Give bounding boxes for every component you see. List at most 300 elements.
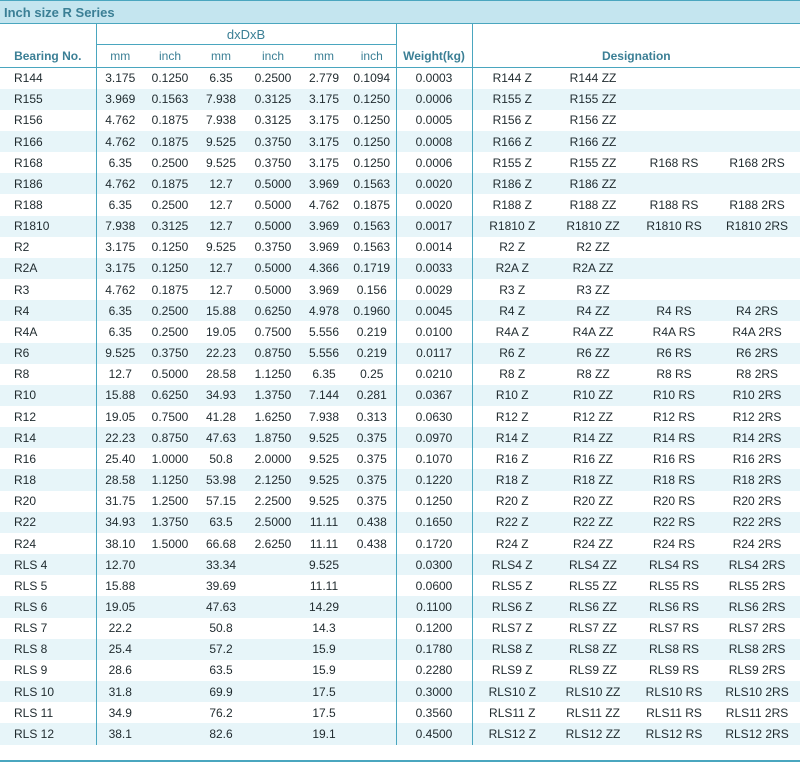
- cell-B-inch: [348, 681, 396, 702]
- cell-desig-2rs: R6 2RS: [714, 343, 800, 364]
- cell-desig-z: R3 Z: [472, 279, 552, 300]
- cell-d-mm: 12.7: [96, 364, 144, 385]
- cell-B-inch: 0.1563: [348, 173, 396, 194]
- cell-bearing-no: R156: [0, 110, 96, 131]
- cell-B-mm: 19.1: [300, 723, 348, 744]
- cell-d-inch: 0.2500: [144, 321, 196, 342]
- cell-d-inch: 0.7500: [144, 406, 196, 427]
- cell-D-inch: 0.8750: [246, 343, 300, 364]
- cell-desig-2rs: R20 2RS: [714, 491, 800, 512]
- cell-bearing-no: RLS 6: [0, 596, 96, 617]
- table-row: [0, 427, 800, 448]
- bottom-divider: [0, 760, 800, 762]
- cell-desig-z: RLS12 Z: [472, 723, 552, 744]
- cell-B-mm: 3.969: [300, 237, 348, 258]
- cell-desig-zz: R156 ZZ: [552, 110, 634, 131]
- cell-weight: 0.0008: [396, 131, 472, 152]
- cell-d-inch: 1.1250: [144, 469, 196, 490]
- cell-desig-z: R8 Z: [472, 364, 552, 385]
- cell-B-inch: 0.1250: [348, 152, 396, 173]
- cell-weight: 0.0300: [396, 554, 472, 575]
- cell-desig-2rs: R8 2RS: [714, 364, 800, 385]
- cell-D-mm: 19.05: [196, 321, 246, 342]
- cell-desig-2rs: [714, 279, 800, 300]
- cell-d-inch: [144, 681, 196, 702]
- table-row: [0, 681, 800, 702]
- cell-desig-2rs: R188 2RS: [714, 194, 800, 215]
- cell-desig-z: R24 Z: [472, 533, 552, 554]
- cell-desig-z: R155 Z: [472, 89, 552, 110]
- cell-D-mm: 82.6: [196, 723, 246, 744]
- cell-D-inch: 2.2500: [246, 491, 300, 512]
- cell-D-inch: 0.3750: [246, 237, 300, 258]
- cell-desig-z: RLS8 Z: [472, 639, 552, 660]
- cell-D-inch: [246, 681, 300, 702]
- cell-desig-2rs: [714, 258, 800, 279]
- cell-D-mm: 47.63: [196, 427, 246, 448]
- cell-weight: 0.1720: [396, 533, 472, 554]
- cell-D-mm: 66.68: [196, 533, 246, 554]
- header-unit-d-inch: inch: [144, 45, 196, 68]
- cell-weight: 0.2280: [396, 660, 472, 681]
- cell-D-inch: 0.3125: [246, 110, 300, 131]
- cell-desig-rs: RLS10 RS: [634, 681, 714, 702]
- cell-D-inch: 0.7500: [246, 321, 300, 342]
- cell-d-mm: 31.8: [96, 681, 144, 702]
- cell-desig-zz: R18 ZZ: [552, 469, 634, 490]
- cell-D-inch: 0.6250: [246, 300, 300, 321]
- table-row: [0, 300, 800, 321]
- cell-bearing-no: R12: [0, 406, 96, 427]
- cell-desig-z: RLS5 Z: [472, 575, 552, 596]
- cell-d-mm: 19.05: [96, 406, 144, 427]
- table-row: [0, 237, 800, 258]
- cell-B-mm: 3.175: [300, 110, 348, 131]
- cell-D-mm: 22.23: [196, 343, 246, 364]
- cell-D-inch: 1.1250: [246, 364, 300, 385]
- cell-desig-zz: R1810 ZZ: [552, 216, 634, 237]
- cell-B-mm: 9.525: [300, 469, 348, 490]
- cell-desig-rs: R14 RS: [634, 427, 714, 448]
- cell-D-inch: 0.5000: [246, 216, 300, 237]
- cell-d-inch: [144, 723, 196, 744]
- cell-B-mm: 3.969: [300, 173, 348, 194]
- cell-desig-zz: RLS11 ZZ: [552, 702, 634, 723]
- cell-B-mm: 3.969: [300, 216, 348, 237]
- cell-bearing-no: RLS 11: [0, 702, 96, 723]
- cell-desig-2rs: [714, 89, 800, 110]
- cell-bearing-no: R18: [0, 469, 96, 490]
- cell-D-mm: 57.15: [196, 491, 246, 512]
- cell-D-inch: 2.1250: [246, 469, 300, 490]
- cell-B-inch: 0.1960: [348, 300, 396, 321]
- cell-D-inch: 0.5000: [246, 173, 300, 194]
- cell-weight: 0.0003: [396, 68, 472, 89]
- cell-d-inch: 0.3750: [144, 343, 196, 364]
- cell-B-inch: [348, 660, 396, 681]
- cell-B-inch: 0.156: [348, 279, 396, 300]
- cell-desig-2rs: R1810 2RS: [714, 216, 800, 237]
- cell-d-inch: [144, 554, 196, 575]
- cell-weight: 0.0029: [396, 279, 472, 300]
- cell-d-mm: 12.70: [96, 554, 144, 575]
- cell-D-mm: 6.35: [196, 68, 246, 89]
- cell-bearing-no: R186: [0, 173, 96, 194]
- cell-D-mm: 41.28: [196, 406, 246, 427]
- cell-B-inch: 0.219: [348, 321, 396, 342]
- cell-d-mm: 6.35: [96, 194, 144, 215]
- cell-desig-zz: R6 ZZ: [552, 343, 634, 364]
- cell-B-mm: 14.3: [300, 618, 348, 639]
- cell-desig-2rs: [714, 110, 800, 131]
- cell-desig-z: RLS10 Z: [472, 681, 552, 702]
- cell-B-mm: 3.969: [300, 279, 348, 300]
- cell-desig-2rs: [714, 173, 800, 194]
- cell-desig-rs: RLS9 RS: [634, 660, 714, 681]
- header-designation: Designation: [472, 24, 800, 68]
- table-row: [0, 194, 800, 215]
- cell-B-inch: 0.1094: [348, 68, 396, 89]
- cell-weight: 0.0020: [396, 194, 472, 215]
- cell-D-mm: 28.58: [196, 364, 246, 385]
- cell-desig-2rs: R4A 2RS: [714, 321, 800, 342]
- cell-desig-rs: R22 RS: [634, 512, 714, 533]
- cell-d-inch: 0.1250: [144, 237, 196, 258]
- cell-weight: 0.0630: [396, 406, 472, 427]
- cell-desig-2rs: [714, 237, 800, 258]
- cell-desig-rs: R4A RS: [634, 321, 714, 342]
- cell-bearing-no: R16: [0, 448, 96, 469]
- cell-D-inch: [246, 575, 300, 596]
- cell-B-inch: [348, 618, 396, 639]
- cell-desig-2rs: R168 2RS: [714, 152, 800, 173]
- cell-desig-rs: [634, 68, 714, 89]
- cell-bearing-no: R24: [0, 533, 96, 554]
- cell-desig-rs: R168 RS: [634, 152, 714, 173]
- cell-D-mm: 9.525: [196, 237, 246, 258]
- cell-weight: 0.0020: [396, 173, 472, 194]
- cell-B-inch: [348, 639, 396, 660]
- table-row: [0, 68, 800, 89]
- header-bearing-no: Bearing No.: [0, 24, 96, 68]
- cell-D-mm: 15.88: [196, 300, 246, 321]
- cell-B-mm: 17.5: [300, 681, 348, 702]
- cell-B-mm: 3.175: [300, 152, 348, 173]
- cell-desig-rs: [634, 131, 714, 152]
- cell-bearing-no: R168: [0, 152, 96, 173]
- cell-bearing-no: R10: [0, 385, 96, 406]
- cell-D-inch: 2.0000: [246, 448, 300, 469]
- cell-B-mm: 4.762: [300, 194, 348, 215]
- table-row: [0, 89, 800, 110]
- cell-D-inch: 0.2500: [246, 68, 300, 89]
- cell-desig-zz: RLS9 ZZ: [552, 660, 634, 681]
- cell-desig-z: R14 Z: [472, 427, 552, 448]
- table-row: [0, 618, 800, 639]
- cell-D-mm: 12.7: [196, 258, 246, 279]
- cell-d-inch: 0.1875: [144, 131, 196, 152]
- cell-weight: 0.1200: [396, 618, 472, 639]
- cell-B-mm: 15.9: [300, 660, 348, 681]
- table-row: [0, 596, 800, 617]
- cell-desig-2rs: RLS4 2RS: [714, 554, 800, 575]
- table-row: [0, 512, 800, 533]
- cell-desig-2rs: [714, 68, 800, 89]
- cell-bearing-no: R2: [0, 237, 96, 258]
- cell-B-inch: 0.281: [348, 385, 396, 406]
- cell-B-mm: 2.779: [300, 68, 348, 89]
- cell-d-inch: 0.3125: [144, 216, 196, 237]
- cell-desig-z: R20 Z: [472, 491, 552, 512]
- cell-weight: 0.0033: [396, 258, 472, 279]
- cell-desig-z: R186 Z: [472, 173, 552, 194]
- cell-desig-zz: R4A ZZ: [552, 321, 634, 342]
- cell-d-mm: 15.88: [96, 385, 144, 406]
- header-unit-d-mm: mm: [96, 45, 144, 68]
- header-dimensions: dxDxB: [96, 24, 396, 45]
- cell-D-mm: 50.8: [196, 618, 246, 639]
- cell-desig-z: R10 Z: [472, 385, 552, 406]
- cell-D-inch: 0.3750: [246, 152, 300, 173]
- cell-D-mm: 12.7: [196, 194, 246, 215]
- cell-desig-rs: R10 RS: [634, 385, 714, 406]
- cell-desig-rs: [634, 237, 714, 258]
- cell-D-mm: 9.525: [196, 152, 246, 173]
- cell-D-mm: 63.5: [196, 512, 246, 533]
- cell-desig-rs: R6 RS: [634, 343, 714, 364]
- table-body: [0, 68, 800, 745]
- cell-bearing-no: R3: [0, 279, 96, 300]
- cell-d-mm: 4.762: [96, 173, 144, 194]
- cell-bearing-no: R188: [0, 194, 96, 215]
- table-row: [0, 110, 800, 131]
- cell-d-inch: 0.2500: [144, 152, 196, 173]
- cell-desig-zz: R166 ZZ: [552, 131, 634, 152]
- cell-B-mm: 9.525: [300, 554, 348, 575]
- cell-D-mm: 63.5: [196, 660, 246, 681]
- cell-D-inch: [246, 596, 300, 617]
- cell-D-mm: 7.938: [196, 89, 246, 110]
- cell-desig-z: RLS7 Z: [472, 618, 552, 639]
- cell-desig-rs: R1810 RS: [634, 216, 714, 237]
- cell-D-mm: 33.34: [196, 554, 246, 575]
- cell-weight: 0.1650: [396, 512, 472, 533]
- table-row: [0, 469, 800, 490]
- table-row: [0, 491, 800, 512]
- cell-d-inch: 1.0000: [144, 448, 196, 469]
- bearing-table: [0, 24, 800, 745]
- cell-d-mm: 22.23: [96, 427, 144, 448]
- cell-weight: 0.0970: [396, 427, 472, 448]
- cell-d-mm: 4.762: [96, 279, 144, 300]
- cell-D-mm: 69.9: [196, 681, 246, 702]
- cell-B-inch: 0.25: [348, 364, 396, 385]
- cell-desig-rs: RLS4 RS: [634, 554, 714, 575]
- cell-B-inch: 0.1719: [348, 258, 396, 279]
- cell-d-mm: 6.35: [96, 152, 144, 173]
- cell-desig-2rs: RLS9 2RS: [714, 660, 800, 681]
- cell-D-mm: 76.2: [196, 702, 246, 723]
- cell-weight: 0.1100: [396, 596, 472, 617]
- cell-weight: 0.0045: [396, 300, 472, 321]
- cell-desig-z: R4A Z: [472, 321, 552, 342]
- cell-d-mm: 15.88: [96, 575, 144, 596]
- cell-desig-zz: R16 ZZ: [552, 448, 634, 469]
- cell-desig-zz: RLS4 ZZ: [552, 554, 634, 575]
- cell-B-inch: [348, 554, 396, 575]
- cell-B-mm: 9.525: [300, 491, 348, 512]
- cell-desig-2rs: RLS12 2RS: [714, 723, 800, 744]
- cell-D-inch: [246, 554, 300, 575]
- cell-d-inch: 0.1875: [144, 279, 196, 300]
- table-row: [0, 639, 800, 660]
- cell-weight: 0.0600: [396, 575, 472, 596]
- cell-bearing-no: R2A: [0, 258, 96, 279]
- cell-desig-2rs: R12 2RS: [714, 406, 800, 427]
- table-row: [0, 702, 800, 723]
- cell-D-inch: 0.5000: [246, 258, 300, 279]
- cell-weight: 0.4500: [396, 723, 472, 744]
- cell-d-inch: [144, 575, 196, 596]
- cell-D-inch: 0.3750: [246, 131, 300, 152]
- cell-desig-z: R1810 Z: [472, 216, 552, 237]
- cell-B-inch: 0.375: [348, 469, 396, 490]
- cell-weight: 0.1780: [396, 639, 472, 660]
- cell-d-mm: 28.58: [96, 469, 144, 490]
- header-unit-D-mm: mm: [196, 45, 246, 68]
- cell-desig-zz: R12 ZZ: [552, 406, 634, 427]
- cell-desig-2rs: [714, 131, 800, 152]
- cell-desig-rs: R4 RS: [634, 300, 714, 321]
- cell-bearing-no: R4A: [0, 321, 96, 342]
- cell-desig-rs: R18 RS: [634, 469, 714, 490]
- table-row: [0, 554, 800, 575]
- cell-B-mm: 9.525: [300, 448, 348, 469]
- cell-bearing-no: R166: [0, 131, 96, 152]
- cell-desig-z: R22 Z: [472, 512, 552, 533]
- cell-desig-z: RLS4 Z: [472, 554, 552, 575]
- cell-desig-zz: R3 ZZ: [552, 279, 634, 300]
- cell-D-mm: 50.8: [196, 448, 246, 469]
- cell-D-mm: 57.2: [196, 639, 246, 660]
- cell-desig-zz: R2A ZZ: [552, 258, 634, 279]
- cell-B-mm: 7.938: [300, 406, 348, 427]
- cell-desig-zz: R155 ZZ: [552, 89, 634, 110]
- cell-desig-zz: R4 ZZ: [552, 300, 634, 321]
- cell-D-inch: [246, 618, 300, 639]
- cell-weight: 0.1250: [396, 491, 472, 512]
- cell-desig-2rs: RLS11 2RS: [714, 702, 800, 723]
- table-row: [0, 279, 800, 300]
- cell-weight: 0.0117: [396, 343, 472, 364]
- cell-d-mm: 9.525: [96, 343, 144, 364]
- cell-bearing-no: RLS 9: [0, 660, 96, 681]
- cell-desig-z: R188 Z: [472, 194, 552, 215]
- cell-bearing-no: R20: [0, 491, 96, 512]
- cell-d-mm: 25.4: [96, 639, 144, 660]
- cell-weight: 0.1070: [396, 448, 472, 469]
- cell-d-mm: 28.6: [96, 660, 144, 681]
- cell-D-inch: [246, 639, 300, 660]
- cell-D-mm: 39.69: [196, 575, 246, 596]
- cell-bearing-no: R4: [0, 300, 96, 321]
- cell-D-mm: 34.93: [196, 385, 246, 406]
- cell-desig-rs: R24 RS: [634, 533, 714, 554]
- cell-bearing-no: RLS 8: [0, 639, 96, 660]
- cell-bearing-no: R8: [0, 364, 96, 385]
- cell-weight: 0.3000: [396, 681, 472, 702]
- cell-d-inch: 0.8750: [144, 427, 196, 448]
- cell-D-inch: 1.3750: [246, 385, 300, 406]
- table-row: [0, 660, 800, 681]
- cell-desig-rs: RLS12 RS: [634, 723, 714, 744]
- cell-desig-rs: [634, 258, 714, 279]
- cell-desig-2rs: R10 2RS: [714, 385, 800, 406]
- cell-D-mm: 53.98: [196, 469, 246, 490]
- cell-desig-z: R156 Z: [472, 110, 552, 131]
- cell-d-inch: [144, 702, 196, 723]
- cell-desig-z: R155 Z: [472, 152, 552, 173]
- cell-B-mm: 11.11: [300, 575, 348, 596]
- cell-desig-z: R144 Z: [472, 68, 552, 89]
- table-row: [0, 723, 800, 744]
- cell-D-inch: [246, 660, 300, 681]
- cell-d-inch: 0.1875: [144, 173, 196, 194]
- cell-B-inch: [348, 702, 396, 723]
- table-row: [0, 533, 800, 554]
- table-row: [0, 406, 800, 427]
- cell-desig-z: R6 Z: [472, 343, 552, 364]
- cell-d-inch: 1.2500: [144, 491, 196, 512]
- cell-d-mm: 3.175: [96, 68, 144, 89]
- cell-B-mm: 3.175: [300, 89, 348, 110]
- cell-desig-z: RLS6 Z: [472, 596, 552, 617]
- cell-weight: 0.0014: [396, 237, 472, 258]
- cell-D-mm: 12.7: [196, 216, 246, 237]
- cell-B-mm: 17.5: [300, 702, 348, 723]
- cell-desig-rs: R8 RS: [634, 364, 714, 385]
- table-row: [0, 575, 800, 596]
- cell-desig-zz: R188 ZZ: [552, 194, 634, 215]
- cell-D-inch: [246, 723, 300, 744]
- cell-desig-zz: R186 ZZ: [552, 173, 634, 194]
- table-row: [0, 321, 800, 342]
- cell-D-inch: 1.6250: [246, 406, 300, 427]
- cell-d-inch: 1.3750: [144, 512, 196, 533]
- cell-B-mm: 5.556: [300, 343, 348, 364]
- cell-B-inch: 0.1875: [348, 194, 396, 215]
- cell-desig-2rs: R18 2RS: [714, 469, 800, 490]
- cell-B-mm: 4.978: [300, 300, 348, 321]
- cell-desig-zz: RLS10 ZZ: [552, 681, 634, 702]
- cell-desig-rs: [634, 110, 714, 131]
- cell-desig-2rs: RLS8 2RS: [714, 639, 800, 660]
- cell-d-inch: 0.6250: [144, 385, 196, 406]
- cell-d-inch: [144, 596, 196, 617]
- cell-bearing-no: RLS 12: [0, 723, 96, 744]
- cell-desig-rs: RLS5 RS: [634, 575, 714, 596]
- cell-d-mm: 31.75: [96, 491, 144, 512]
- cell-D-inch: 0.3125: [246, 89, 300, 110]
- cell-desig-z: RLS11 Z: [472, 702, 552, 723]
- cell-d-mm: 7.938: [96, 216, 144, 237]
- cell-D-inch: 2.6250: [246, 533, 300, 554]
- cell-B-mm: 14.29: [300, 596, 348, 617]
- header-unit-B-mm: mm: [300, 45, 348, 68]
- table-row: [0, 173, 800, 194]
- cell-d-mm: 4.762: [96, 110, 144, 131]
- cell-desig-rs: RLS6 RS: [634, 596, 714, 617]
